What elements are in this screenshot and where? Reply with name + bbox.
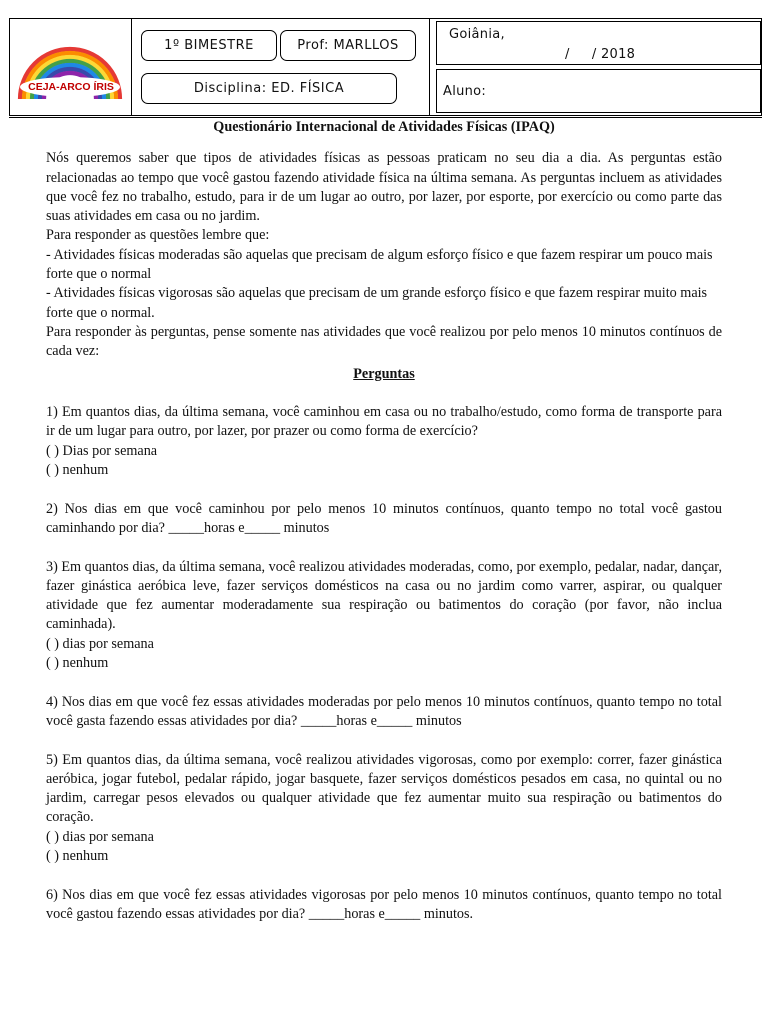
- question-3-option-none[interactable]: ( ) nenhum: [46, 655, 109, 672]
- rainbow-logo-icon: [10, 19, 130, 115]
- header-info-cell: [132, 19, 430, 115]
- document-title: Questionário Internacional de Atividades Físicas (IPAQ): [213, 119, 555, 135]
- question-5: 5) Em quantos dias, da última semana, você realizou atividades vigorosas, como por exemplo: correr, fazer ginástica aeróbica, jogar futebol, pedalar rápido, jogar basquete, fazer serviços domésticos pesados em casa, no quintal ou no jardim, carregar pesos elevados ou qualquer atividade que fez aumentar muito sua respiração ou batimentos do coração.: [46, 751, 722, 826]
- question-4: 4) Nos dias em que você fez essas atividades moderadas por pelo menos 10 minutos contínuos, quanto tempo no total você gasta fazendo essas atividades por dia? _____horas e_____ minutos: [46, 693, 722, 729]
- section-title: Perguntas: [353, 365, 415, 382]
- document-body: [46, 118, 722, 924]
- question-3-option-days[interactable]: ( ) dias por semana: [46, 635, 154, 652]
- document-header: [9, 18, 762, 116]
- question-5-option-none[interactable]: ( ) nenhum: [46, 847, 109, 864]
- intro-line: Para responder as questões lembre que:: [46, 227, 270, 244]
- intro-vigorous: - Atividades físicas vigorosas são aquelas que precisam de um grande esforço físico e que fazem respirar muito mais forte que o normal.: [46, 285, 708, 321]
- question-2: 2) Nos dias em que você caminhou por pelo menos 10 minutos contínuos, quanto tempo no total você gastou caminhando por dia? _____horas e_____ minutos: [46, 500, 722, 536]
- logo-cell: [10, 19, 132, 115]
- question-3: 3) Em quantos dias, da última semana, você realizou atividades moderadas, como, por exemplo, pedalar, nadar, dançar, fazer ginástica aeróbica leve, fazer serviços domésticos na casa ou no jardim como varrer, aspirar, ou qualquer atividade que fez aumentar moderadamente sua respiração ou batimentos do coração (por favor, não inclua caminhada).: [46, 558, 722, 633]
- question-1-option-none[interactable]: ( ) nenhum: [46, 462, 109, 479]
- student-label: Aluno:: [443, 84, 487, 99]
- intro-paragraph: Nós queremos saber que tipos de atividades físicas as pessoas praticam no seu dia a dia. As perguntas estão relacionadas ao tempo que você gastou fazendo atividade física na última semana. As perguntas incluem as atividades que você fez no trabalho, estudo, para ir de um lugar ao outro, por lazer, por esporte, por exercício ou como parte das suas atividades em casa ou no jardim.: [46, 150, 722, 225]
- question-5-option-days[interactable]: ( ) dias por semana: [46, 828, 154, 845]
- bimestre-box: 1º BIMESTRE: [141, 30, 277, 61]
- student-box: [436, 69, 761, 113]
- city-label: Goiânia,: [449, 27, 505, 42]
- intro-moderate: - Atividades físicas moderadas são aquelas que precisam de algum esforço físico e que fazem respirar um pouco mais forte que o normal: [46, 246, 713, 283]
- date-field: / / 2018: [565, 47, 636, 62]
- intro-instruction: Para responder às perguntas, pense somente nas atividades que você realizou por pelo menos 10 minutos contínuos de cada vez:: [46, 323, 722, 360]
- header-right-cell: [430, 19, 761, 115]
- logo-text: CEJA-ARCO ÍRIS: [28, 81, 114, 93]
- disciplina-box: Disciplina: ED. FÍSICA: [141, 73, 397, 104]
- professor-box: Prof: MARLLOS: [280, 30, 416, 61]
- question-1: 1) Em quantos dias, da última semana, você caminhou em casa ou no trabalho/estudo, como forma de transporte para ir de um lugar para outro, por lazer, por prazer ou como forma de exercício?: [46, 404, 722, 440]
- question-6: 6) Nos dias em que você fez essas atividades vigorosas por pelo menos 10 minutos contínuos, quanto tempo no total você gastou fazendo essas atividades por dia? _____horas e_____ minutos.: [46, 886, 722, 922]
- question-1-option-days[interactable]: ( ) Dias por semana: [46, 442, 158, 459]
- date-box: [436, 21, 761, 65]
